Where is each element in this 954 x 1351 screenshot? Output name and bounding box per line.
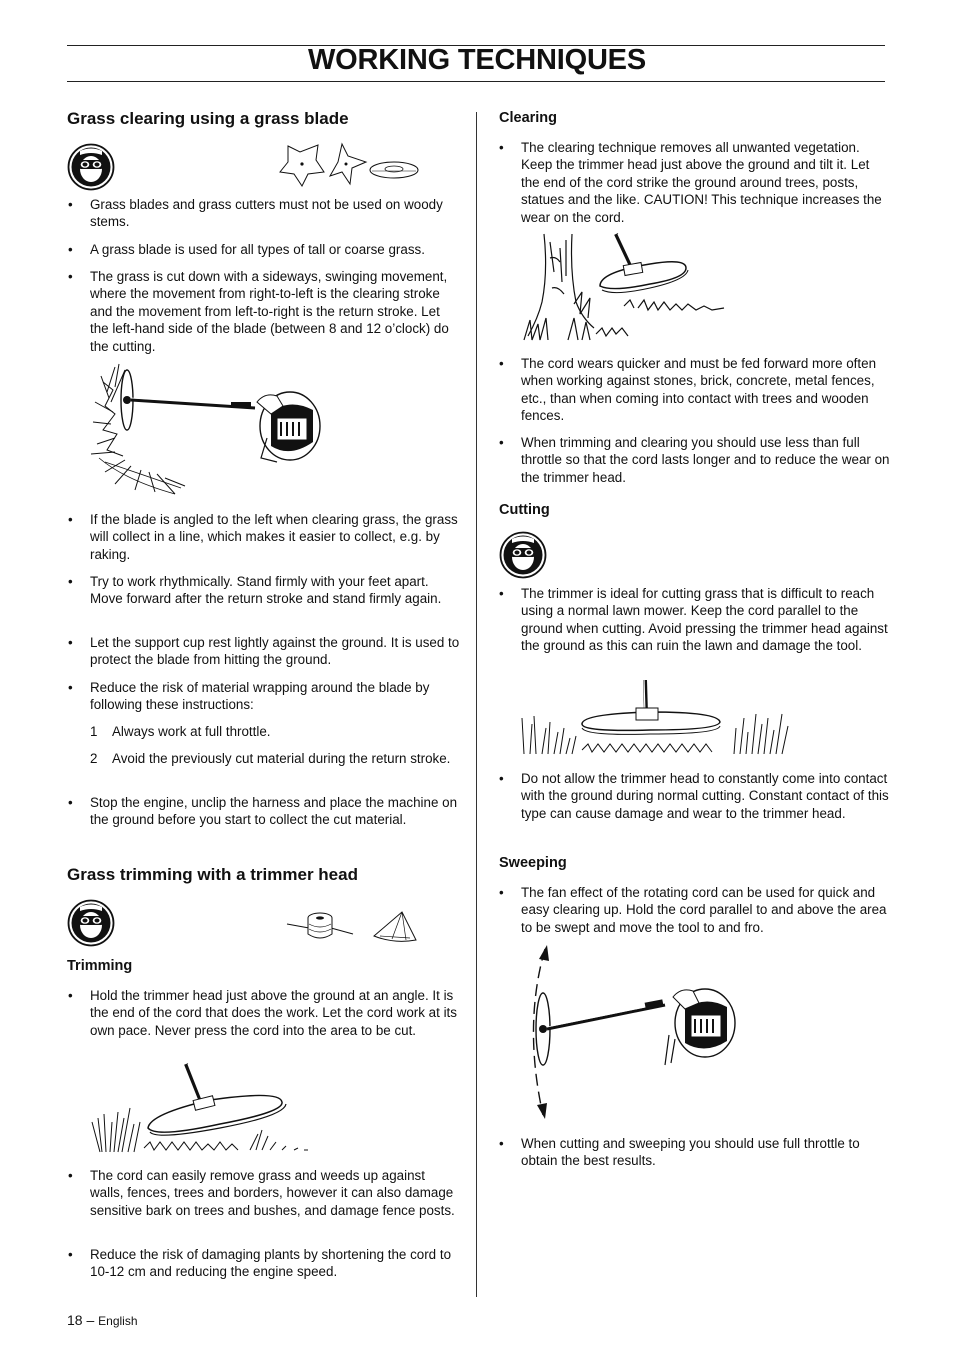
subsection-heading-clearing: Clearing [499, 110, 558, 126]
trimmer-guard-icon [372, 910, 418, 944]
column-divider [476, 112, 477, 1297]
face-protection-icon [499, 531, 547, 579]
page-footer [67, 1312, 138, 1328]
subsection-heading-sweeping: Sweeping [499, 855, 567, 871]
list-item: • Grass blades and grass cutters must not be used on woody stems. [68, 197, 443, 230]
list-item: • If the blade is angled to the left when clearing grass, the grass will collect in a line, which makes it easier to collect, e.g. by raking. [68, 512, 458, 562]
list-item: • Reduce the risk of damaging plants by shortening the cord to 10-12 cm and reducing the engine speed. [68, 1247, 452, 1280]
header-rule-bottom [67, 81, 885, 82]
list-item: • Let the support cup rest lightly against the ground. It is used to protect the blade from hitting the ground. [68, 635, 460, 668]
list-item: • Hold the trimmer head just above the ground at an angle. It is the end of the cord that does the work. Let the cord work at its own pace. Never press the cord into the area to be cut. [68, 988, 457, 1038]
face-protection-icon [67, 899, 115, 947]
section-heading-grass-blade: Grass clearing using a grass blade [67, 109, 349, 128]
grass-blade-icon [278, 142, 326, 188]
list-item: • Stop the engine, unclip the harness and place the machine on the ground before you start to collect the cut material. [68, 795, 458, 828]
list-item: • The trimmer is ideal for cutting grass that is difficult to reach using a normal lawn mower. Keep the cord parallel to the ground when cutting. Avoid pressing the trimmer head against the ground as this can ruin the lawn and damage the tool. [499, 586, 888, 654]
numbered-step: 2 Avoid the previously cut material during the return stroke. [90, 751, 451, 766]
list-item: • Try to work rhythmically. Stand firmly with your feet apart. Move forward after the return stroke and stand firmly again. [68, 574, 442, 607]
cutting-illustration [520, 678, 795, 756]
list-item: • When cutting and sweeping you should use full throttle to obtain the best results. [499, 1136, 860, 1169]
list-item: • Do not allow the trimmer head to constantly come into contact with the ground during normal cutting. Constant contact of this type can cause damage and wear to the trimmer head. [499, 771, 889, 821]
list-item: • The fan effect of the rotating cord can be used for quick and easy clearing up. Hold the cord parallel to and above the area to be swept and move the tool to and fro. [499, 885, 887, 935]
grass-blade-clearing-illustration [85, 362, 325, 498]
trimming-illustration [90, 1062, 315, 1157]
list-item: • The cord can easily remove grass and weeds up against walls, fences, trees and borders, however it can also damage sensitive bark on trees and bushes, and damage fence posts. [68, 1168, 455, 1218]
page-title: WORKING TECHNIQUES [308, 44, 646, 76]
list-item: • When trimming and clearing you should use less than full throttle so that the cord lasts longer and to reduce the wear on the trimmer head. [499, 435, 890, 485]
grass-blade-side-icon [368, 158, 420, 182]
list-item: • The clearing technique removes all unwanted vegetation. Keep the trimmer head just above the ground and tilt it. Let the end of the cord strike the ground around trees, posts, statues and the like. CAUTION! This technique increases the wear on the cord. [499, 140, 882, 225]
sweeping-illustration [515, 945, 740, 1123]
subsection-heading-trimming: Trimming [67, 958, 133, 974]
footer-language: English [98, 1314, 138, 1328]
numbered-step: 1 Always work at full throttle. [90, 724, 271, 739]
list-item: • The grass is cut down with a sideways, swinging movement, where the movement from right-to-left is the clearing stroke and the movement from left-to-right is the return stroke. Let the left-hand side of the blade (between 8 and 12 o’clock) do the cutting. [68, 269, 449, 354]
page-number: 18 – [67, 1312, 95, 1328]
list-item: • Reduce the risk of material wrapping around the blade by following these instructions: [68, 680, 430, 713]
subsection-heading-cutting: Cutting [499, 502, 550, 518]
trimmer-head-icon [285, 906, 355, 946]
list-item: • A grass blade is used for all types of tall or coarse grass. [68, 242, 425, 257]
list-item: • The cord wears quicker and must be fed forward more often when working against stones, brick, concrete, metal fences, etc., than when coming into contact with trees and wooden fences. [499, 356, 877, 424]
section-heading-trimmer-head: Grass trimming with a trimmer head [67, 865, 358, 884]
grass-cutter-icon [328, 142, 368, 186]
clearing-illustration [520, 232, 730, 344]
face-protection-icon [67, 143, 115, 191]
